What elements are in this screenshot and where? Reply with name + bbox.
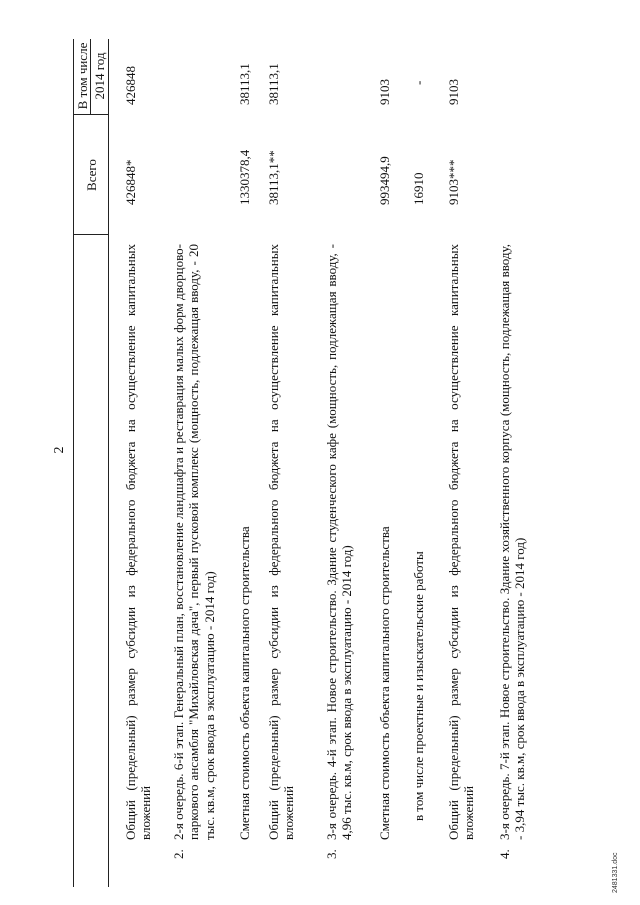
- header-year: 2014 год: [92, 52, 107, 100]
- row-year: 426848: [123, 66, 138, 105]
- row-text: Сметная стоимость объекта капитального строительства: [377, 526, 392, 840]
- col-divider-year: [73, 114, 109, 115]
- row-year: -: [411, 80, 426, 85]
- header-including: В том числе: [75, 42, 90, 110]
- row-number: 3.: [324, 849, 339, 859]
- header-total: Всего: [84, 159, 99, 191]
- row-number: 2.: [171, 849, 186, 859]
- row-number: 4.: [497, 849, 512, 859]
- table-top-rule: [73, 39, 74, 887]
- row-total: 426848*: [123, 159, 138, 205]
- row-total: 1330378,4: [237, 149, 252, 205]
- row-text: Общий (предельный) размер субсидии из федерального бюджета на осуществление капитальных вложений: [266, 244, 297, 840]
- row-year: 9103: [446, 79, 461, 105]
- col-divider-total: [73, 234, 109, 235]
- row-total: 993494,9: [377, 156, 392, 205]
- row-year: 38113,1: [237, 63, 252, 105]
- row-text: 2-я очередь. 6-й этап. Генеральный план, восстановление ландшафта и реставрация малых форм дворцово-паркового ансамбля "Михайловская дача", первый пусковой комплекс (мощность, подлежащая вводу, - 20 тыс. кв.м, срок ввода в эксплуатацию - 2014 год): [171, 244, 217, 840]
- row-total: 9103***: [446, 159, 461, 205]
- row-year: 9103: [377, 79, 392, 105]
- row-total: 16910: [411, 172, 426, 205]
- footer-filename: 2481331.doc: [612, 852, 619, 893]
- row-text: Сметная стоимость объекта капитального строительства: [237, 526, 252, 840]
- page-number: 2: [52, 446, 67, 454]
- row-total: 38113,1**: [266, 150, 281, 205]
- row-text: Общий (предельный) размер субсидии из федерального бюджета на осуществление капитальных вложений: [123, 244, 154, 840]
- row-text: в том числе проектные и изыскательские работы: [411, 551, 426, 821]
- row-text: Общий (предельный) размер субсидии из федерального бюджета на осуществление капитальных вложений: [446, 244, 477, 840]
- row-text: 3-я очередь. 7-й этап. Новое строительство. Здание хозяйственного корпуса (мощность, подлежащая вводу, - 3,94 тыс. кв.м, срок ввода в эксплуатацию - 2014 год): [497, 244, 528, 840]
- table-header-bottom-rule: [108, 39, 109, 887]
- row-year: 38113,1: [266, 63, 281, 105]
- row-text: 3-я очередь. 4-й этап. Новое строительство. Здание студенческого кафе (мощность, подлежащая вводу, - 4,96 тыс. кв.м, срок ввода в эксплуатацию - 2014 год): [324, 244, 355, 840]
